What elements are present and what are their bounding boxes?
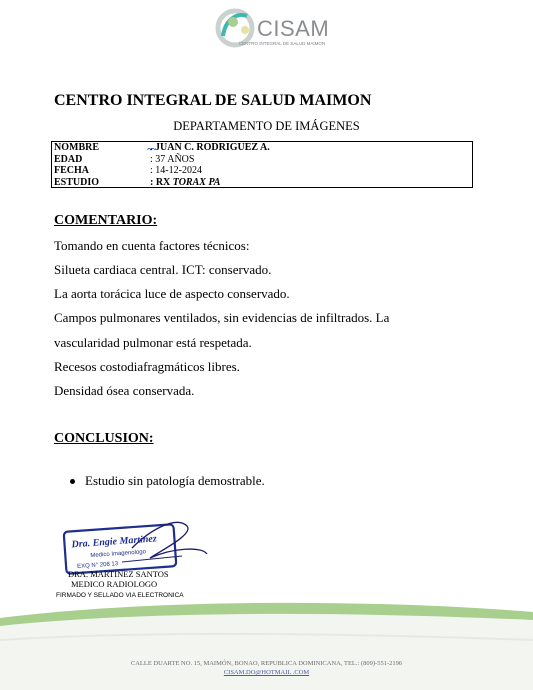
logo-subtitle: CENTRO INTEGRAL DE SALUD MAIMON: [239, 41, 326, 46]
comment-line: La aorta torácica luce de aspecto conservado.: [54, 286, 290, 301]
footer: [0, 659, 533, 677]
study-prefix: : RX: [150, 176, 171, 188]
stamp-name: Dra. Engie Martinez: [71, 533, 158, 551]
signature-block: [68, 569, 169, 589]
comment-heading: COMENTARIO:: [54, 213, 158, 228]
study-name: TORAX PA: [172, 176, 221, 188]
comment-line: Densidad ósea conservada.: [54, 383, 195, 398]
bullet-icon: [70, 479, 75, 484]
footer-address: CALLE DUARTE NO. 15, MAIMÓN, BONAO, REPUBLICA DOMINICANA, TEL.: (809)-551-2196: [130, 660, 403, 667]
patient-label: ESTUDIO: [54, 176, 100, 188]
cisam-logo: [213, 6, 333, 50]
comment-line: vascularidad pulmonar está respetada.: [54, 335, 252, 350]
comment-line: Silueta cardiaca central. ICT: conservado.: [54, 262, 272, 277]
patient-value: [150, 177, 220, 189]
stamp-exq: EXQ N° 208 13: [76, 561, 119, 571]
conclusion-heading: CONCLUSION:: [54, 431, 154, 446]
patient-label: NOMBRE: [54, 142, 99, 153]
footer-email[interactable]: CISAM.DO@HOTMAIL .COM: [223, 669, 310, 676]
patient-label: EDAD: [54, 153, 83, 165]
comment-line: Tomando en cuenta factores técnicos:: [54, 238, 250, 253]
comment-line: Recesos costodiafragmáticos libres.: [54, 359, 240, 374]
patient-value: . JUAN C. RODRIGUEZ A.: [150, 142, 270, 153]
conclusion-item: Estudio sin patología demostrable.: [85, 473, 265, 488]
patient-value: : 37 AÑOS: [150, 153, 195, 165]
patient-value: : 14-12-2024: [150, 165, 202, 176]
patient-info-box: [51, 141, 473, 188]
comment-line: Campos pulmonares ventilados, sin evidencias de infiltrados. La: [54, 310, 390, 325]
logo-text: CISAM: [257, 16, 330, 41]
signature-note: FIRMADO Y SELLADO VIA ELECTRONICA: [56, 592, 184, 599]
patient-label: FECHA: [54, 165, 89, 176]
doctor-name: DRA. MARTINEZ SANTOS: [68, 569, 169, 579]
stamp-role: Medico Imagenologo: [90, 549, 147, 560]
page-title: CENTRO INTEGRAL DE SALUD MAIMON: [54, 92, 372, 109]
department-title: DEPARTAMENTO DE IMÁGENES: [173, 119, 360, 133]
doctor-role: MEDICO RADIOLOGO: [71, 579, 158, 589]
